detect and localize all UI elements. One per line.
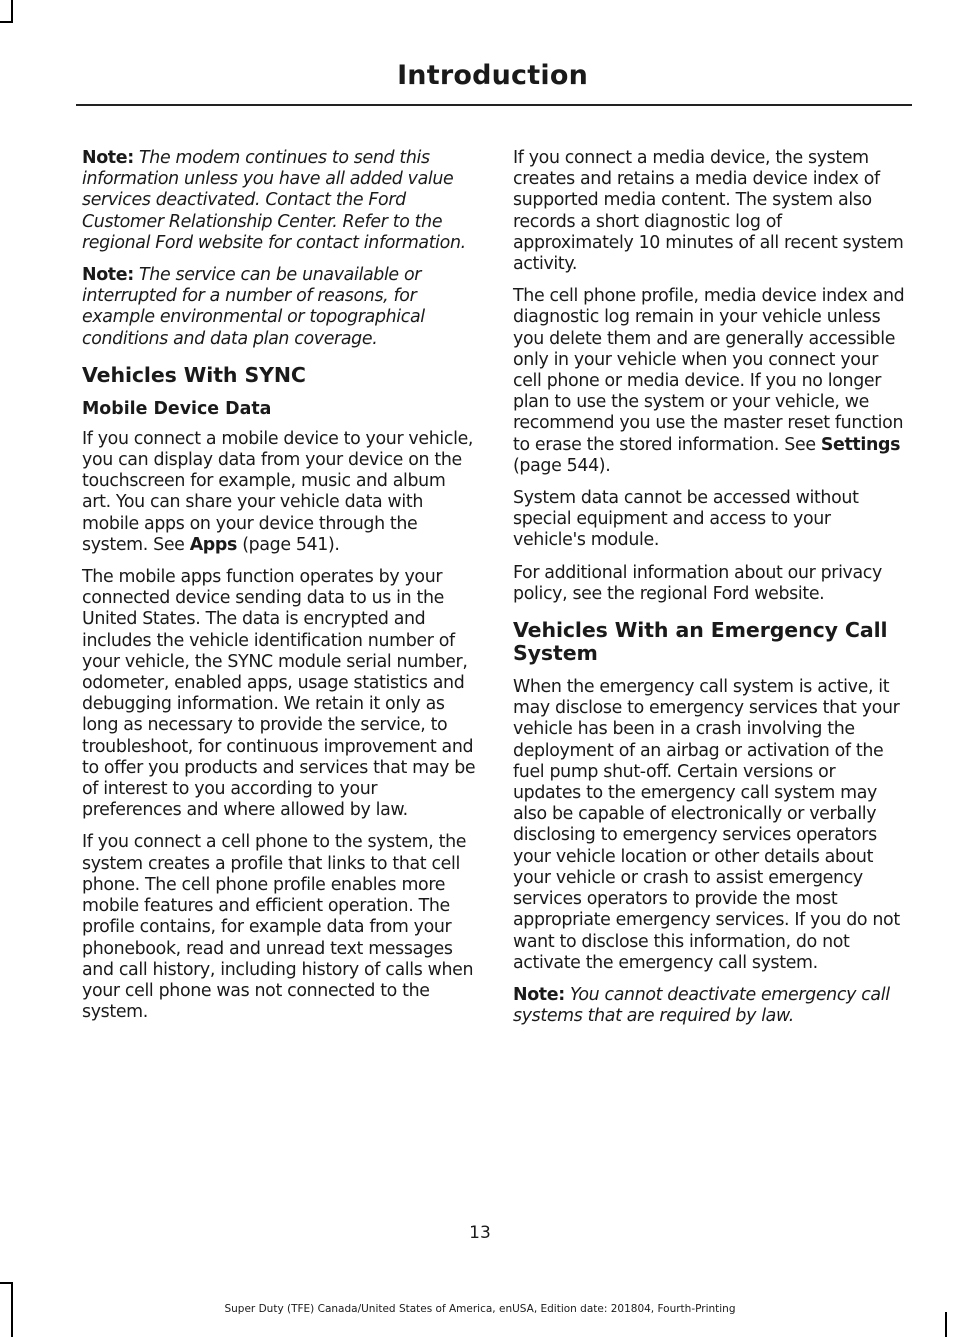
crop-mark-bottom-left-h — [0, 1282, 13, 1284]
note-text: The modem continues to send this information unless you have all added value services deactivated. Contact the Ford Customer Relationship Center. Refer to the regional Ford website for contact information. — [82, 148, 466, 253]
paragraph-privacy: For additional information about our privacy policy, see the regional Ford website. — [513, 562, 882, 604]
note-modem — [82, 148, 476, 254]
apps-link[interactable]: Apps — [189, 534, 238, 555]
note-label: Note: — [513, 984, 565, 1005]
note-label: Note: — [82, 148, 134, 168]
page-title: Introduction — [397, 60, 588, 91]
section-heading-sync: Vehicles With SYNC — [82, 362, 306, 387]
paragraph-profile-retention — [513, 286, 907, 477]
paragraph-mobile-device — [82, 429, 476, 556]
paragraph-mobile-apps: The mobile apps function operates by your connected device sending data to us in the United States. The data is encrypted and includes the vehicle identification number of your vehicle, the SYNC module serial number, odometer, enabled apps, usage statistics and debugging information. We retain it only as long as necessary to provide the service, to troubleshoot, for continuous improvement and to offer you products and services that may be of interest to you according to your preferences and where allowed by law. — [82, 567, 476, 821]
note-text: You cannot deactivate emergency call systems that are required by law. — [513, 984, 890, 1027]
paragraph-system-data: System data cannot be accessed without special equipment and access to your vehicle's module. — [513, 488, 859, 551]
right-column — [513, 148, 907, 1038]
paragraph-text: If you connect a mobile device to your vehicle, you can display data from your device on the touchscreen for example, music and album art. You can share your vehicle data with mobile apps on your device through the system. See — [82, 428, 474, 555]
footer-edition: Super Duty (TFE) Canada/United States of America, enUSA, Edition date: 201804, Fourth-Printing — [224, 1303, 736, 1315]
left-column — [82, 148, 476, 1034]
section-heading-emergency: Vehicles With an Emergency Call System — [513, 618, 888, 666]
subheading-mobile-device-data: Mobile Device Data — [82, 398, 272, 419]
page-reference: (page 541). — [237, 534, 340, 555]
header-divider — [76, 104, 912, 106]
crop-mark-top-left-v — [11, 0, 13, 23]
note-service — [82, 265, 476, 350]
paragraph-media-device: If you connect a media device, the system creates and retains a media device index of supported media content. The system also records a short diagnostic log of approximately 10 minutes of all recent system activity. — [513, 148, 904, 275]
note-label: Note: — [82, 265, 134, 286]
page-number: 13 — [469, 1223, 491, 1243]
settings-link[interactable]: Settings — [820, 434, 901, 455]
paragraph-text: The cell phone profile, media device index and diagnostic log remain in your vehicle unless you delete them and are generally accessible only in your vehicle when you connect your cell phone or media device. If you no longer plan to use the system or your vehicle, we recommend you use the master reset function to erase the stored information. See — [513, 286, 905, 455]
paragraph-cell-phone: If you connect a cell phone to the system, the system creates a profile that links to that cell phone. The cell phone profile enables more mobile features and efficient operation. The profile contains, for example data from your phonebook, read and unread text messages and call history, including history of calls when your cell phone was not connected to the system. — [82, 832, 474, 1023]
note-emergency — [513, 985, 907, 1027]
crop-mark-top-left-h — [0, 21, 13, 23]
page-reference: (page 544). — [513, 455, 611, 476]
crop-mark-bottom-right-v — [945, 1312, 947, 1337]
paragraph-emergency-call: When the emergency call system is active, it may disclose to emergency services that your vehicle has been in a crash involving the deployment of an airbag or activation of the fuel pump shut-off. Certain versions or updates to the emergency call system may also be capable of electronically or verbally disclosing to emergency services operators your vehicle location or other details about your vehicle or crash to assist emergency services operators to provide the most appropriate emergency services. If you do not want to disclose this information, do not activate the emergency call system. — [513, 677, 900, 973]
note-text: The service can be unavailable or interrupted for a number of reasons, for example environmental or topographical conditions and data plan coverage. — [82, 265, 425, 349]
